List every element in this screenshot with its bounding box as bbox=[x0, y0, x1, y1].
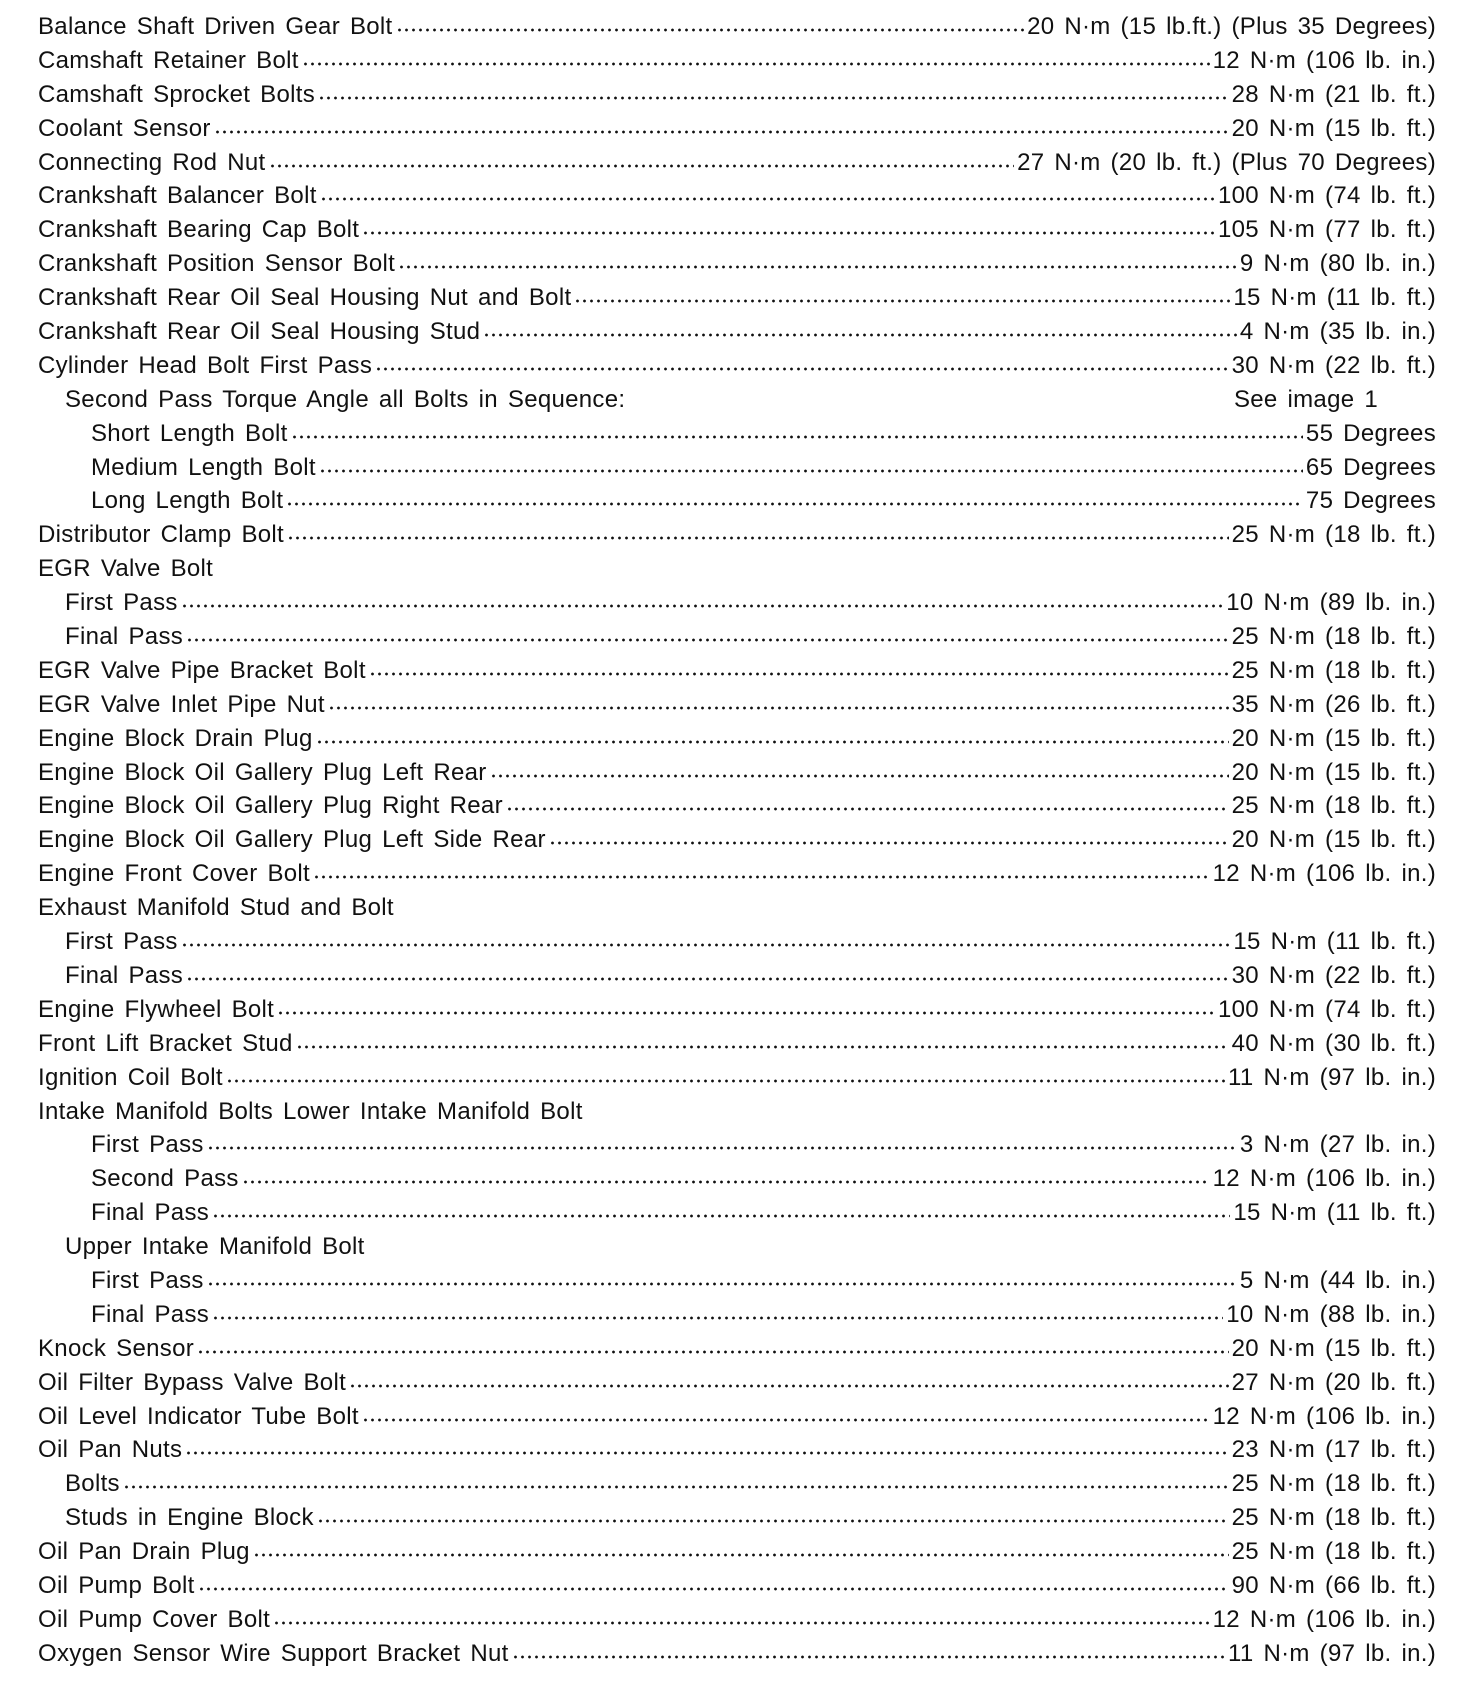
dot-leader bbox=[396, 27, 1025, 33]
dot-leader bbox=[506, 806, 1229, 812]
spec-row bbox=[38, 484, 1436, 518]
spec-value: 20 N·m (15 lb. ft.) bbox=[1231, 758, 1436, 786]
spec-label: Ignition Coil Bolt bbox=[38, 1063, 223, 1091]
spec-row bbox=[38, 1366, 1436, 1400]
spec-value: 25 N·m (18 lb. ft.) bbox=[1231, 792, 1436, 820]
spec-label: Medium Length Bolt bbox=[91, 453, 316, 481]
spec-row bbox=[38, 1027, 1436, 1061]
spec-row bbox=[38, 959, 1436, 993]
spec-value: 12 N·m (106 lb. in.) bbox=[1212, 1402, 1436, 1430]
spec-label: Engine Block Oil Gallery Plug Left Rear bbox=[38, 758, 487, 786]
spec-label: EGR Valve Bolt bbox=[38, 555, 214, 583]
spec-value: 30 N·m (22 lb. ft.) bbox=[1231, 351, 1436, 379]
spec-row bbox=[38, 179, 1436, 213]
dot-leader bbox=[483, 332, 1237, 338]
dot-leader bbox=[320, 196, 1215, 202]
dot-leader bbox=[198, 1586, 1229, 1592]
dot-leader bbox=[186, 637, 1229, 643]
spec-row bbox=[38, 451, 1436, 485]
dot-leader bbox=[286, 501, 1303, 507]
spec-row bbox=[38, 1128, 1436, 1162]
dot-leader bbox=[328, 705, 1229, 711]
spec-label: Coolant Sensor bbox=[38, 114, 211, 142]
spec-value: 9 N·m (80 lb. in.) bbox=[1239, 250, 1436, 278]
spec-value: 11 N·m (97 lb. in.) bbox=[1228, 1639, 1436, 1667]
spec-label: Second Pass Torque Angle all Bolts in Sequence: bbox=[65, 385, 626, 413]
spec-row bbox=[38, 213, 1436, 247]
spec-row bbox=[38, 349, 1436, 383]
spec-value: 28 N·m (21 lb. ft.) bbox=[1231, 80, 1436, 108]
spec-label: Intake Manifold Bolts Lower Intake Manifold Bolt bbox=[38, 1097, 583, 1125]
spec-row bbox=[38, 247, 1436, 281]
dot-leader bbox=[207, 1281, 1237, 1287]
spec-label: Final Pass bbox=[91, 1199, 210, 1227]
spec-row bbox=[38, 552, 1436, 586]
spec-value: 12 N·m (106 lb. in.) bbox=[1212, 1605, 1436, 1633]
spec-value: 11 N·m (97 lb. in.) bbox=[1228, 1063, 1436, 1091]
spec-label: Knock Sensor bbox=[38, 1334, 195, 1362]
spec-label: Balance Shaft Driven Gear Bolt bbox=[38, 13, 393, 40]
spec-row bbox=[38, 620, 1436, 654]
spec-row bbox=[38, 146, 1436, 180]
spec-value: 65 Degrees bbox=[1305, 453, 1436, 481]
dot-leader bbox=[226, 1078, 1225, 1084]
spec-value: 100 N·m (74 lb. ft.) bbox=[1217, 995, 1436, 1023]
spec-row bbox=[38, 688, 1436, 722]
spec-row bbox=[38, 1264, 1436, 1298]
spec-value: 35 N·m (26 lb. ft.) bbox=[1231, 690, 1436, 718]
spec-row bbox=[38, 78, 1436, 112]
spec-label: Engine Flywheel Bolt bbox=[38, 995, 275, 1023]
spec-value: 15 N·m (11 lb. ft.) bbox=[1233, 1199, 1436, 1227]
spec-value: 12 N·m (106 lb. in.) bbox=[1212, 860, 1436, 888]
dot-leader bbox=[207, 1145, 1237, 1151]
dot-leader bbox=[313, 874, 1210, 880]
spec-row bbox=[38, 1162, 1436, 1196]
spec-row bbox=[38, 586, 1436, 620]
torque-specification-list bbox=[38, 10, 1436, 1671]
spec-value: 4 N·m (35 lb. in.) bbox=[1239, 318, 1436, 346]
spec-label: First Pass bbox=[65, 589, 178, 617]
spec-label: Second Pass bbox=[91, 1165, 239, 1193]
dot-leader bbox=[316, 739, 1229, 745]
spec-value: 15 N·m (11 lb. ft.) bbox=[1233, 928, 1436, 956]
spec-value: 105 N·m (77 lb. ft.) bbox=[1217, 216, 1436, 244]
spec-row bbox=[38, 417, 1436, 451]
spec-value: 40 N·m (30 lb. ft.) bbox=[1231, 1029, 1436, 1057]
spec-label: Engine Block Drain Plug bbox=[38, 724, 313, 752]
spec-label: Oil Filter Bypass Valve Bolt bbox=[38, 1368, 347, 1396]
spec-row bbox=[38, 1637, 1436, 1671]
spec-value: 3 N·m (27 lb. in.) bbox=[1239, 1131, 1436, 1159]
dot-leader bbox=[362, 1417, 1210, 1423]
spec-row bbox=[38, 722, 1436, 756]
spec-row bbox=[38, 756, 1436, 790]
spec-row bbox=[38, 44, 1436, 78]
spec-label: Oxygen Sensor Wire Support Bracket Nut bbox=[38, 1639, 509, 1667]
dot-leader bbox=[375, 366, 1228, 372]
spec-value: 15 N·m (11 lb. ft.) bbox=[1233, 284, 1436, 312]
dot-leader bbox=[291, 434, 1303, 440]
spec-label: Crankshaft Position Sensor Bolt bbox=[38, 250, 396, 278]
spec-row bbox=[38, 789, 1436, 823]
spec-value: 30 N·m (22 lb. ft.) bbox=[1231, 961, 1436, 989]
spec-label: Crankshaft Rear Oil Seal Housing Nut and Bolt bbox=[38, 284, 572, 312]
spec-row bbox=[38, 993, 1436, 1027]
spec-label: Cylinder Head Bolt First Pass bbox=[38, 351, 373, 379]
dot-leader bbox=[318, 95, 1229, 101]
spec-row bbox=[38, 1095, 1436, 1129]
spec-row bbox=[38, 315, 1436, 349]
spec-value: 20 N·m (15 lb. ft.) bbox=[1231, 114, 1436, 142]
spec-value: 25 N·m (18 lb. ft.) bbox=[1231, 521, 1436, 549]
dot-leader bbox=[490, 773, 1229, 779]
dot-leader bbox=[185, 1450, 1228, 1456]
spec-label: Oil Pump Cover Bolt bbox=[38, 1605, 271, 1633]
spec-label: Final Pass bbox=[91, 1300, 210, 1328]
spec-label: Engine Front Cover Bolt bbox=[38, 860, 311, 888]
dot-leader bbox=[398, 264, 1237, 270]
spec-label: Oil Pan Drain Plug bbox=[38, 1538, 250, 1566]
spec-label: Long Length Bolt bbox=[91, 487, 284, 515]
spec-label: Camshaft Sprocket Bolts bbox=[38, 80, 316, 108]
spec-value: 5 N·m (44 lb. in.) bbox=[1239, 1266, 1436, 1294]
spec-value: 90 N·m (66 lb. ft.) bbox=[1231, 1571, 1436, 1599]
spec-value: 27 N·m (20 lb. ft.) (Plus 70 Degrees) bbox=[1017, 148, 1436, 176]
spec-label: Oil Level Indicator Tube Bolt bbox=[38, 1402, 359, 1430]
spec-label: Exhaust Manifold Stud and Bolt bbox=[38, 894, 394, 922]
spec-row bbox=[38, 925, 1436, 959]
spec-row bbox=[38, 1535, 1436, 1569]
spec-value: 75 Degrees bbox=[1305, 487, 1436, 515]
dot-leader bbox=[349, 1383, 1229, 1389]
dot-leader bbox=[549, 840, 1229, 846]
spec-row bbox=[38, 1196, 1436, 1230]
spec-row bbox=[38, 891, 1436, 925]
spec-label: Final Pass bbox=[65, 961, 184, 989]
spec-row bbox=[38, 383, 1436, 417]
spec-label: First Pass bbox=[65, 928, 178, 956]
spec-row bbox=[38, 1603, 1436, 1637]
spec-row bbox=[38, 1569, 1436, 1603]
spec-row bbox=[38, 112, 1436, 146]
spec-value: 12 N·m (106 lb. in.) bbox=[1212, 1165, 1436, 1193]
dot-leader bbox=[319, 468, 1303, 474]
dot-leader bbox=[296, 1044, 1229, 1050]
spec-label: Oil Pan Nuts bbox=[38, 1436, 183, 1464]
dot-leader bbox=[123, 1484, 1229, 1490]
spec-value: 27 N·m (20 lb. ft.) bbox=[1231, 1368, 1436, 1396]
spec-label: Bolts bbox=[65, 1470, 120, 1498]
dot-leader bbox=[273, 1620, 1209, 1626]
spec-row bbox=[38, 1433, 1436, 1467]
spec-label: Crankshaft Balancer Bolt bbox=[38, 182, 317, 210]
spec-label: Upper Intake Manifold Bolt bbox=[65, 1233, 365, 1261]
spec-value: 20 N·m (15 lb. ft.) bbox=[1231, 1334, 1436, 1362]
spec-row bbox=[38, 281, 1436, 315]
dot-leader bbox=[369, 671, 1229, 677]
spec-row bbox=[38, 1230, 1436, 1264]
dot-leader bbox=[186, 976, 1229, 982]
spec-value: 25 N·m (18 lb. ft.) bbox=[1231, 623, 1436, 651]
spec-label: Distributor Clamp Bolt bbox=[38, 521, 285, 549]
dot-leader bbox=[212, 1315, 1223, 1321]
spec-label: EGR Valve Inlet Pipe Nut bbox=[38, 690, 325, 718]
spec-value: 10 N·m (89 lb. in.) bbox=[1226, 589, 1436, 617]
dot-leader bbox=[317, 1518, 1229, 1524]
dot-leader bbox=[197, 1349, 1229, 1355]
spec-label: Studs in Engine Block bbox=[65, 1504, 314, 1532]
spec-label: Final Pass bbox=[65, 623, 184, 651]
spec-row bbox=[38, 1061, 1436, 1095]
spec-value: 20 N·m (15 lb.ft.) (Plus 35 Degrees) bbox=[1027, 13, 1436, 40]
spec-row bbox=[38, 1400, 1436, 1434]
spec-row bbox=[38, 1332, 1436, 1366]
spec-row bbox=[38, 654, 1436, 688]
spec-value: 25 N·m (18 lb. ft.) bbox=[1231, 1538, 1436, 1566]
spec-label: EGR Valve Pipe Bracket Bolt bbox=[38, 656, 366, 684]
dot-leader bbox=[181, 942, 1231, 948]
dot-leader bbox=[287, 535, 1229, 541]
spec-value: 12 N·m (106 lb. in.) bbox=[1212, 46, 1436, 74]
spec-label: Engine Block Oil Gallery Plug Left Side Rear bbox=[38, 826, 546, 854]
dot-leader bbox=[362, 230, 1215, 236]
spec-label: First Pass bbox=[91, 1266, 204, 1294]
spec-label: Camshaft Retainer Bolt bbox=[38, 46, 299, 74]
spec-row bbox=[38, 10, 1436, 44]
spec-row bbox=[38, 1467, 1436, 1501]
dot-leader bbox=[302, 61, 1210, 67]
spec-row bbox=[38, 1501, 1436, 1535]
dot-leader bbox=[277, 1010, 1215, 1016]
dot-leader bbox=[574, 298, 1230, 304]
spec-label: Connecting Rod Nut bbox=[38, 148, 266, 176]
spec-label: First Pass bbox=[91, 1131, 204, 1159]
spec-label: Engine Block Oil Gallery Plug Right Rear bbox=[38, 792, 503, 820]
spec-value: 10 N·m (88 lb. in.) bbox=[1226, 1300, 1436, 1328]
spec-label: Short Length Bolt bbox=[91, 419, 288, 447]
spec-value: 20 N·m (15 lb. ft.) bbox=[1231, 826, 1436, 854]
spec-value: 20 N·m (15 lb. ft.) bbox=[1231, 724, 1436, 752]
dot-leader bbox=[242, 1179, 1210, 1185]
spec-label: Crankshaft Bearing Cap Bolt bbox=[38, 216, 360, 244]
spec-value: 100 N·m (74 lb. ft.) bbox=[1217, 182, 1436, 210]
dot-leader bbox=[253, 1552, 1229, 1558]
spec-row bbox=[38, 823, 1436, 857]
dot-leader bbox=[269, 163, 1015, 169]
spec-label: Crankshaft Rear Oil Seal Housing Stud bbox=[38, 318, 481, 346]
spec-value: 25 N·m (18 lb. ft.) bbox=[1231, 656, 1436, 684]
dot-leader bbox=[181, 603, 1224, 609]
spec-label: Front Lift Bracket Stud bbox=[38, 1029, 293, 1057]
spec-row bbox=[38, 518, 1436, 552]
spec-label: Oil Pump Bolt bbox=[38, 1571, 195, 1599]
dot-leader bbox=[512, 1654, 1225, 1660]
spec-value: 55 Degrees bbox=[1305, 419, 1436, 447]
spec-row bbox=[38, 857, 1436, 891]
spec-value: 25 N·m (18 lb. ft.) bbox=[1231, 1504, 1436, 1532]
spec-value: 25 N·m (18 lb. ft.) bbox=[1231, 1470, 1436, 1498]
dot-leader bbox=[212, 1213, 1230, 1219]
spec-value: See image 1 bbox=[1233, 385, 1378, 413]
spec-value: 23 N·m (17 lb. ft.) bbox=[1231, 1436, 1436, 1464]
spec-row bbox=[38, 1298, 1436, 1332]
dot-leader bbox=[214, 129, 1229, 135]
